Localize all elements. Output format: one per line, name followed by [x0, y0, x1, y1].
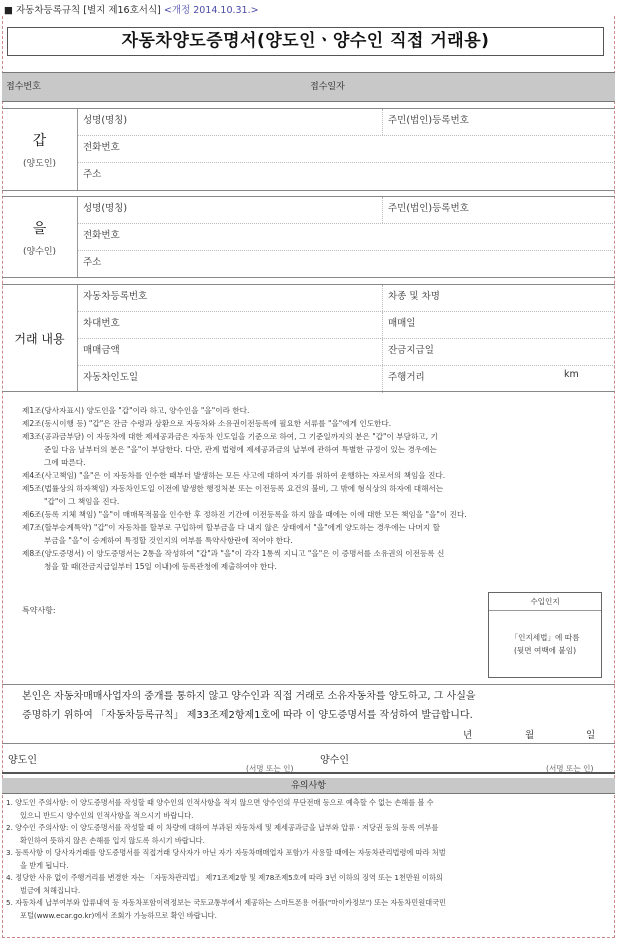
- term-line: "갑"이 그 책임을 진다.: [44, 497, 120, 506]
- vehicle-model-label: 차종 및 차명: [388, 291, 440, 302]
- revenue-stamp-note-1: 「인지세법」에 따름: [510, 633, 580, 642]
- note-line: 있으니 반드시 양수인의 인적사항을 적으시기 바랍니다.: [20, 810, 194, 820]
- signature-row: [2, 744, 615, 774]
- deal-row-4: [78, 366, 615, 393]
- buyer-reg-label: 주민(법인)등록번호: [388, 203, 469, 214]
- buyer-address-row: [78, 251, 615, 278]
- seller-sub-label: (양도인): [22, 159, 57, 169]
- special-terms-label: 특약사항:: [22, 606, 56, 615]
- buyer-name-label: 성명(명칭): [83, 203, 128, 214]
- deal-section: [2, 284, 615, 392]
- date-day-label: 일: [586, 730, 596, 741]
- buyer-address-label: 주소: [83, 257, 102, 268]
- seller-address-row: [78, 163, 615, 191]
- declaration-section: [2, 684, 615, 744]
- declaration-line-2: 증명하기 위하여 「자동차등록규칙」 제33조제2항제1호에 따라 이 양도증명서를 작성하여 발급합니다.: [22, 710, 473, 721]
- form-regulation-label: ■ 자동차등록규칙 [별지 제16호서식]: [4, 5, 161, 16]
- notes-list: [6, 797, 606, 922]
- term-line: 제8조(양도증명서) 이 양도증명서는 2통을 작성하여 "갑"과 "을"이 각각 1통씩 지니고 "을"은 이 증명서를 소유권의 이전등록 신: [22, 549, 445, 558]
- deal-label: 거래 내용: [14, 331, 65, 346]
- note-line: 벌금에 처해집니다.: [20, 885, 81, 895]
- declaration-line-1: 본인은 자동차매매사업자의 중개를 통하지 않고 양수인과 직접 거래로 소유자동차를 양도하고, 그 사실을: [22, 691, 476, 702]
- buyer-section: [2, 196, 615, 278]
- note-line: 1. 양도인 주의사항: 이 양도증명서를 작성할 때 양수인의 인적사항을 적지 않으면 양수인의 무단전매 등으로 예측할 수 없는 손해를 볼 수: [6, 798, 434, 807]
- seller-phone-row: [78, 136, 615, 163]
- balance-date-label: 잔금지급일: [388, 345, 434, 356]
- deal-row-2: [78, 312, 615, 339]
- buyer-phone-row: [78, 224, 615, 251]
- note-line: 4. 정당한 사유 없이 주행거리를 변경한 자는 「자동차관리법」 제71조제2항 및 제78조제5호에 따라 3년 이하의 징역 또는 1천만원 이하의: [6, 873, 443, 882]
- term-line: 제4조(사고책임) "을"은 이 자동차를 인수한 때부터 발생하는 모든 사고에 대하여 자기를 위하여 운행하는 자로서의 책임을 진다.: [22, 471, 446, 480]
- revenue-stamp-title: 수입인지: [489, 593, 601, 611]
- mileage-label: 주행거리: [388, 372, 425, 383]
- term-line: 제7조(할부승계특약) "갑"이 자동차를 할부로 구입하여 할부금을 다 내지 않은 상태에서 "을"에게 양도하는 경우에는 나머지 할: [22, 523, 440, 532]
- buyer-sign-hint: (서명 또는 인): [546, 764, 594, 773]
- term-line: 제3조(공과금부담) 이 자동차에 대한 제세공과금은 자동차 인도일을 기준으로 하여, 그 기준일까지의 분은 "갑"이 부담하고, 기: [22, 432, 438, 441]
- term-line: 그에 따른다.: [44, 458, 86, 467]
- vehicle-reg-number-label: 자동차등록번호: [83, 291, 148, 302]
- note-line: 2. 양수인 주의사항: 이 양도증명서를 작성할 때 이 차량에 대하여 부과된 자동차세 및 제세공과금을 납부와 압류ㆍ저당권 등의 등록 여부를: [6, 823, 439, 832]
- seller-name-row: [78, 109, 615, 136]
- date-year-label: 년: [463, 730, 473, 741]
- buyer-sub-label: (양수인): [22, 246, 57, 257]
- buyer-label: 을: [32, 220, 47, 237]
- mileage-unit: km: [564, 369, 579, 380]
- term-line: 준일 다음 날부터의 분은 "을"이 부담한다. 다만, 관계 법령에 제세공과금의 납부에 관하여 특별한 규정이 있는 경우에는: [44, 445, 437, 454]
- seller-label-cell: [2, 109, 78, 190]
- seller-phone-label: 전화번호: [83, 142, 120, 153]
- form-header: [4, 2, 259, 16]
- note-line: 포털(www.ecar.go.kr)에서 조회가 가능하므로 확인 바랍니다.: [20, 910, 217, 920]
- seller-label: 갑: [32, 133, 47, 149]
- term-line: 제5조(법률상의 하자책임) 자동차인도일 이전에 발생한 행정처분 또는 이전등록 요건의 불비, 그 밖에 형식상의 하자에 대해서는: [22, 484, 444, 493]
- notes-title: 유의사항: [2, 778, 615, 794]
- deal-row-3: [78, 339, 615, 366]
- page-title: 자동차양도증명서(양도인ㆍ양수인 직접 거래용): [7, 27, 604, 56]
- receipt-date-label: 접수일자: [310, 82, 345, 92]
- term-line: 제2조(동시이행 등) "갑"은 잔금 수령과 상환으로 자동차와 소유권이전등록에 필요한 서류를 "을"에게 인도한다.: [22, 419, 392, 428]
- revenue-stamp-box: [488, 592, 602, 678]
- seller-section: [2, 108, 615, 191]
- buyer-phone-label: 전화번호: [83, 230, 120, 241]
- date-month-label: 월: [525, 730, 535, 741]
- sale-amount-label: 매매금액: [83, 345, 120, 356]
- sheet-bottom-edge: [2, 937, 615, 938]
- buyer-label-cell: [2, 197, 78, 277]
- seller-address-label: 주소: [83, 169, 102, 180]
- note-line: 을 받게 됩니다.: [20, 860, 69, 870]
- vin-label: 차대번호: [83, 318, 120, 329]
- note-line: 5. 자동차세 납부여부와 압류내역 등 자동차포함이력정보는 국토교통부에서 제공하는 스마트폰용 어플("마이카정보") 또는 자동차민원대국민: [6, 898, 446, 907]
- deal-row-1: [78, 285, 615, 312]
- deal-label-cell: [2, 285, 78, 391]
- revenue-stamp-note-2: (뒷면 여백에 붙임): [513, 646, 577, 655]
- term-line: 청을 할 때(잔금지급일부터 15일 이내)에 등록관청에 제출하여야 한다.: [44, 562, 277, 571]
- sale-date-label: 매매일: [388, 318, 416, 329]
- revision-date: <개정 2014.10.31.>: [163, 5, 259, 16]
- seller-reg-label: 주민(법인)등록번호: [388, 115, 469, 126]
- note-line: 확인하여 뜻하지 않은 손해를 입지 않도록 하시기 바랍니다.: [20, 835, 205, 845]
- seller-name-label: 성명(명칭): [83, 115, 128, 126]
- receipt-number-label: 접수번호: [6, 82, 41, 92]
- term-line: 제6조(등록 지체 책임) "을"이 매매목적물을 인수한 후 정하진 기간에 이전등록을 하지 않을 때에는 이에 대한 모든 책임을 "을"이 진다.: [22, 510, 467, 519]
- buyer-signature-label: 양수인: [320, 755, 349, 766]
- buyer-name-row: [78, 197, 615, 224]
- contract-terms: [22, 404, 607, 573]
- seller-sign-hint: (서명 또는 인): [246, 764, 294, 773]
- term-line: 제1조(당사자표시) 양도인을 "갑"이라 하고, 양수인을 "을"이라 한다.: [22, 406, 250, 415]
- handover-date-label: 자동차인도일: [83, 372, 139, 383]
- receipt-bar: [2, 72, 615, 102]
- seller-signature-label: 양도인: [8, 755, 37, 766]
- note-line: 3. 등록사항 이 당사자거래를 양도증명서를 직접거래 당사자가 아닌 자가 자동차매매업자 포함)가 사용할 때에는 자동차관리법령에 따라 처벌: [6, 848, 446, 857]
- term-line: 부금을 "을"이 승계하여 특정할 것인지의 여부를 특약사항란에 적어야 한다.: [44, 536, 293, 545]
